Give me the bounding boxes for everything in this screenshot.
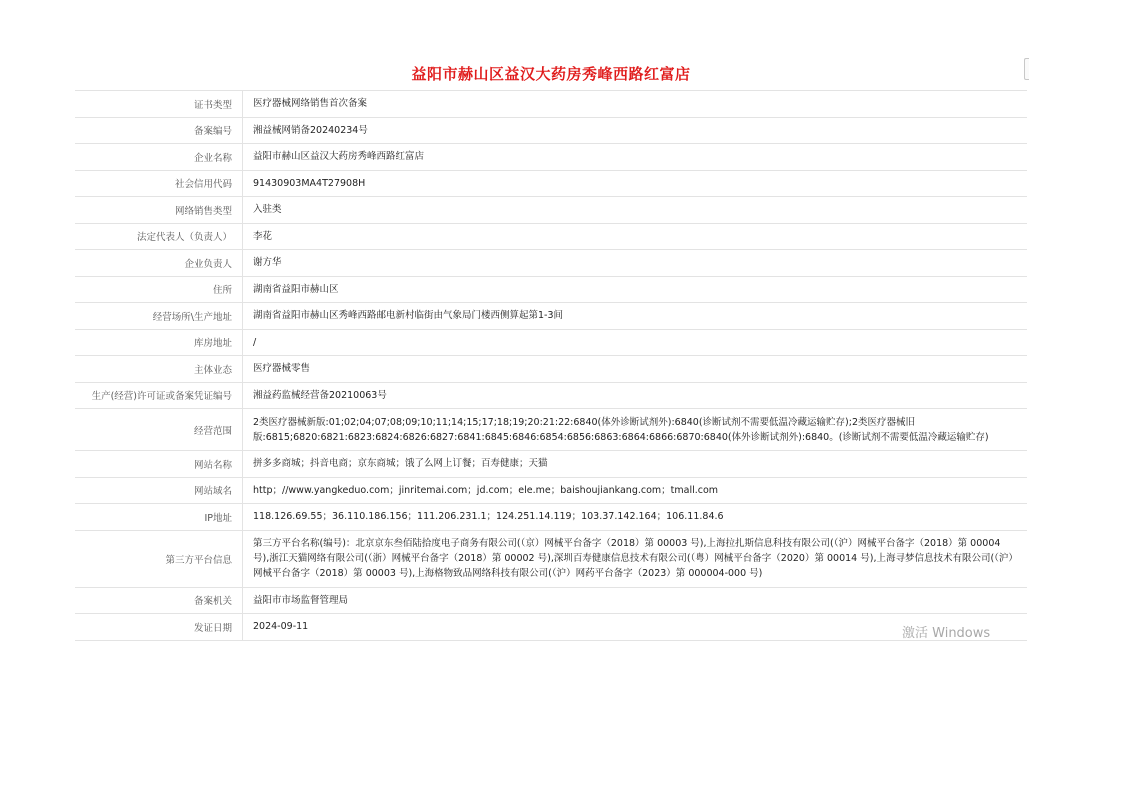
row-label: 网络销售类型 [75,197,243,224]
table-row-website-names [75,451,1027,478]
row-value: 益阳市市场监督管理局 [243,587,1028,614]
row-label: 法定代表人（负责人） [75,223,243,250]
row-value: 2024-09-11 [243,614,1028,641]
row-value: 益阳市赫山区益汉大药房秀峰西路红富店 [243,144,1028,171]
table-row-website-domains [75,477,1027,504]
table-row-third-party-platforms [75,530,1027,587]
row-value: 入驻类 [243,197,1028,224]
row-label: 经营场所\生产地址 [75,303,243,330]
row-label: 备案编号 [75,117,243,144]
row-label: IP地址 [75,504,243,531]
row-label: 第三方平台信息 [75,530,243,587]
row-label: 备案机关 [75,587,243,614]
table-row-residence [75,276,1027,303]
windows-activation-watermark: 激活 Windows [902,626,991,641]
row-label: 网站域名 [75,477,243,504]
row-value: 湘益械网销备20240234号 [243,117,1028,144]
row-value: 谢方华 [243,250,1028,277]
row-label: 住所 [75,276,243,303]
row-label: 经营范围 [75,409,243,451]
table-row-license-number [75,382,1027,409]
table-row-cert-type [75,91,1027,118]
row-label: 发证日期 [75,614,243,641]
row-value: 118.126.69.55；36.110.186.156；111.206.231.1；124.251.14.119；103.37.142.164；106.11.84.6 [243,504,1028,531]
record-table [75,90,1027,641]
table-row-ip-addresses [75,504,1027,531]
table-row-filing-authority [75,587,1027,614]
row-label: 社会信用代码 [75,170,243,197]
row-value: 湖南省益阳市赫山区秀峰西路邮电新村临街由气象局门楼西侧算起第1-3间 [243,303,1028,330]
row-value: http；//www.yangkeduo.com；jinritemai.com；jd.com；ele.me；baishoujiankang.com；tmall.com [243,477,1028,504]
table-row-credit-code [75,170,1027,197]
row-value: / [243,329,1028,356]
row-value: 医疗器械网络销售首次备案 [243,91,1028,118]
row-label: 证书类型 [75,91,243,118]
table-row-legal-rep [75,223,1027,250]
table-row-business-scope [75,409,1027,451]
row-value: 第三方平台名称(编号)：北京京东叁佰陆拾度电子商务有限公司(（京）网械平台备字（2018）第 00003 号),上海拉扎斯信息科技有限公司(（沪）网械平台备字（2018）第 00004 号),浙江天猫网络有限公司(（浙）网械平台备字（2018）第 00002 号),深圳百寿健康信息技术有限公司(（粤）网械平台备字（2020）第 00014 号),上海寻梦信息技术有限公司(（沪）网械平台备字（2018）第 00003 号),上海格物致品网络科技有限公司(（沪）网药平台备字（2023）第 000004-000 号) [243,530,1028,587]
row-label: 企业负责人 [75,250,243,277]
table-row-company-name [75,144,1027,171]
page-title: 益阳市赫山区益汉大药房秀峰西路红富店 [411,65,691,83]
row-value: 医疗器械零售 [243,356,1028,383]
row-value: 湖南省益阳市赫山区 [243,276,1028,303]
table-row-filing-number [75,117,1027,144]
table-row-company-head [75,250,1027,277]
record-sheet [75,58,1027,641]
row-value: 李花 [243,223,1028,250]
row-label: 网站名称 [75,451,243,478]
row-label: 主体业态 [75,356,243,383]
table-row-issue-date [75,614,1027,641]
table-row-sales-type [75,197,1027,224]
row-label: 企业名称 [75,144,243,171]
row-value: 拼多多商城；抖音电商；京东商城；饿了么网上订餐；百寿健康；天猫 [243,451,1028,478]
table-row-warehouse-address [75,329,1027,356]
table-row-business-address [75,303,1027,330]
row-value: 91430903MA4T27908H [243,170,1028,197]
row-value: 2类医疗器械新版:01;02;04;07;08;09;10;11;14;15;17;18;19;20:21:22:6840(体外诊断试剂外):6840(诊断试剂不需要低温冷藏运输贮存);2类医疗器械旧版:6815;6820:6821:6823:6824:6826:6827:6841:6845:6846:6854:6856:6863:6864:6866:6870:6840(体外诊断试剂外):6840。(诊断试剂不需要低温冷藏运输贮存) [243,409,1028,451]
row-label: 库房地址 [75,329,243,356]
row-value: 湘益药监械经营备20210063号 [243,382,1028,409]
table-row-business-format [75,356,1027,383]
row-label: 生产(经营)许可证或备案凭证编号 [75,382,243,409]
